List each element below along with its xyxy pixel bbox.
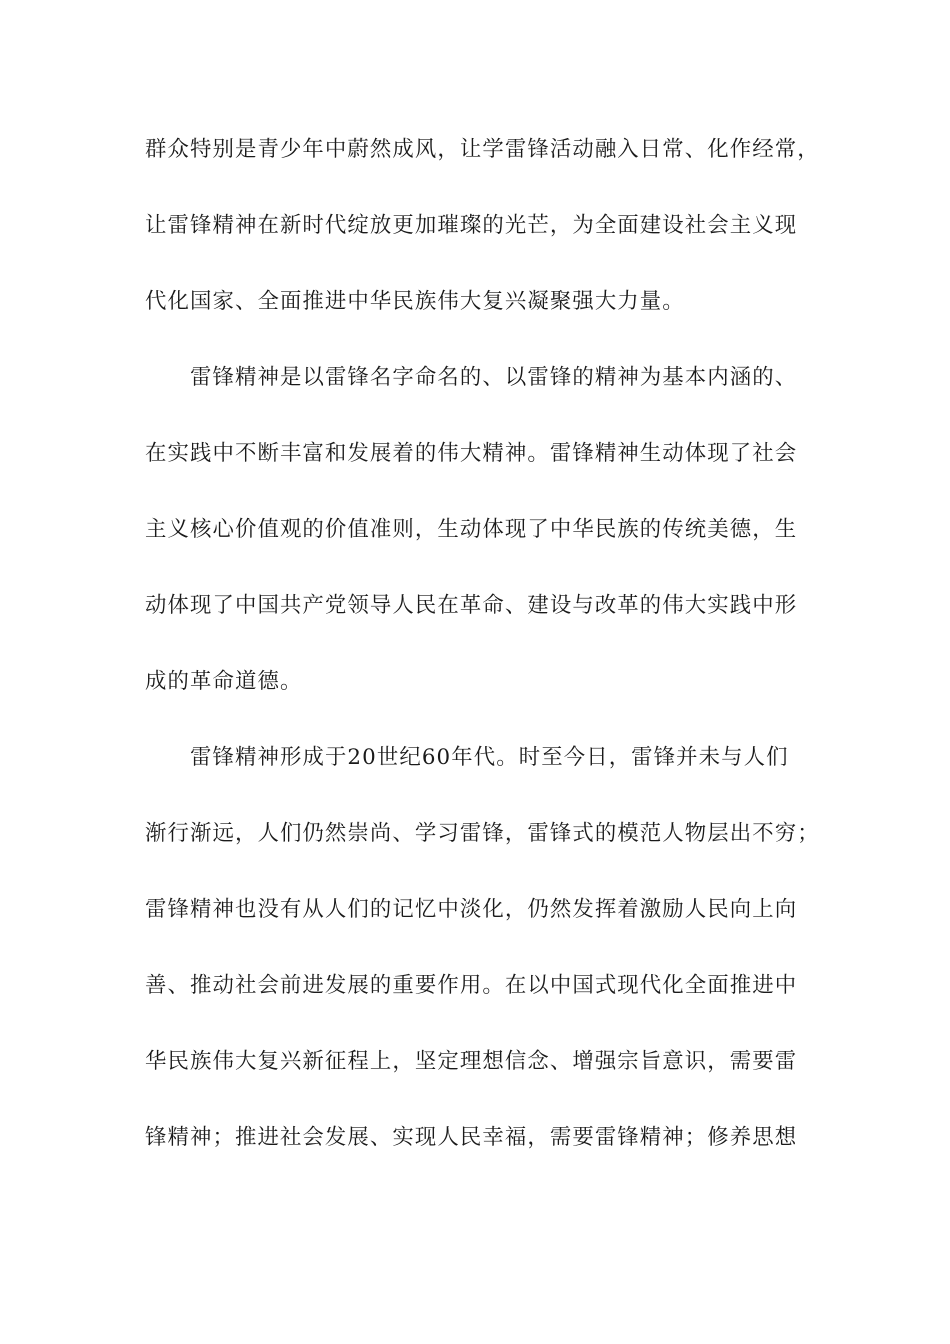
text-line: 雷锋精神也没有从人们的记忆中淡化，仍然发挥着激励人民向上向 xyxy=(145,897,798,922)
text-line: 成的革命道德。 xyxy=(145,669,303,694)
paragraph-first-line: 雷锋精神是以雷锋名字命名的、以雷锋的精神为基本内涵的、 xyxy=(190,365,798,390)
text-line: 华民族伟大复兴新征程上，坚定理想信念、增强宗旨意识，需要雷 xyxy=(145,1049,798,1074)
text-line: 让雷锋精神在新时代绽放更加璀璨的光芒，为全面建设社会主义现 xyxy=(145,213,798,238)
paragraph-first-line: 雷锋精神形成于20世纪60年代。时至今日，雷锋并未与人们 xyxy=(190,745,789,770)
text-line: 群众特别是青少年中蔚然成风，让学雷锋活动融入日常、化作经常， xyxy=(145,137,820,162)
text-line: 善、推动社会前进发展的重要作用。在以中国式现代化全面推进中 xyxy=(145,973,798,998)
text-line: 在实践中不断丰富和发展着的伟大精神。雷锋精神生动体现了社会 xyxy=(145,441,798,466)
text-line: 主义核心价值观的价值准则，生动体现了中华民族的传统美德，生 xyxy=(145,517,798,542)
text-line: 动体现了中国共产党领导人民在革命、建设与改革的伟大实践中形 xyxy=(145,593,798,618)
text-line: 渐行渐远，人们仍然崇尚、学习雷锋，雷锋式的模范人物层出不穷； xyxy=(145,821,820,846)
text-line: 代化国家、全面推进中华民族伟大复兴凝聚强大力量。 xyxy=(145,289,685,314)
text-line: 锋精神；推进社会发展、实现人民幸福，需要雷锋精神；修养思想 xyxy=(145,1125,798,1150)
